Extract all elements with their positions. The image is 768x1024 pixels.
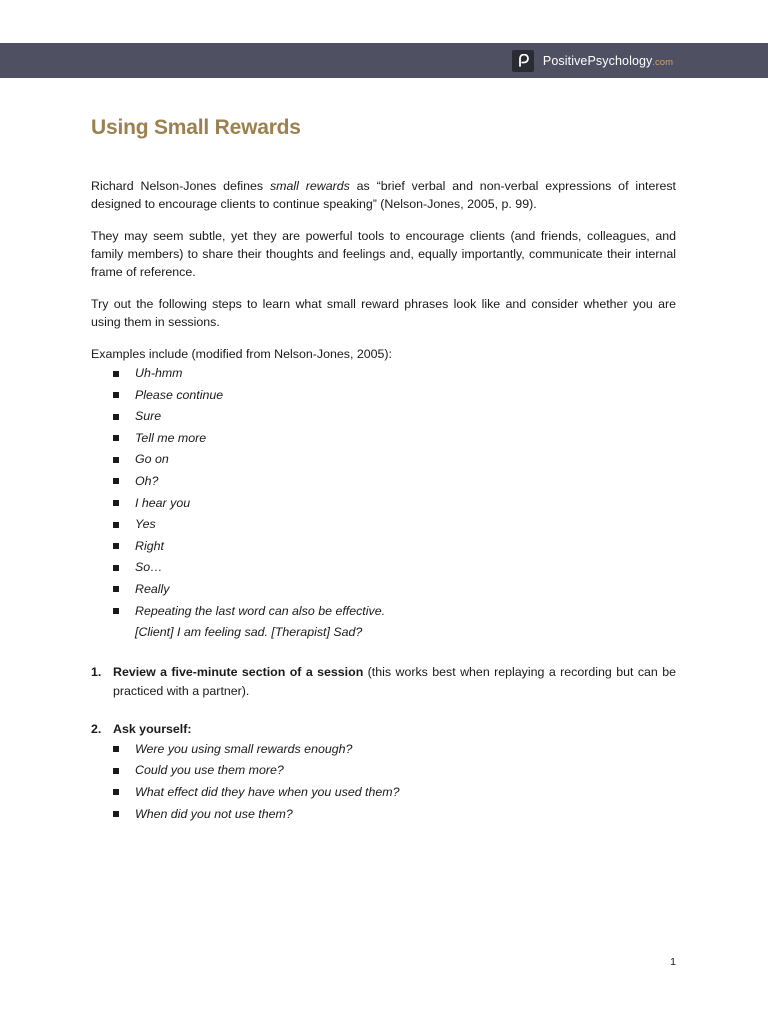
header-bar (0, 43, 768, 78)
intro-paragraph-1: Richard Nelson-Jones defines small rewards as “brief verbal and non-verbal expressions of interest designed to encourage clients to continue speaking” (Nelson-Jones, 2005, p. 99). (91, 179, 676, 211)
step-1: 1. Review a five-minute section of a session (this works best when replaying a recording but can be practiced with a partner). (91, 664, 676, 698)
ask-yourself-list (91, 739, 676, 825)
list-item: Go on (113, 449, 676, 471)
brand[interactable] (512, 50, 673, 72)
step-2: 2. Ask yourself: (91, 721, 192, 736)
examples-list (91, 363, 676, 601)
repeat-item: Repeating the last word can also be effective. [Client] I am feeling sad. [Therapist] Sad? (113, 601, 676, 644)
positive-psychology-logo-icon (512, 50, 534, 72)
list-item: Yes (113, 514, 676, 536)
list-item: When did you not use them? (113, 804, 676, 826)
list-item: Right (113, 536, 676, 558)
list-item: Were you using small rewards enough? (113, 739, 676, 761)
list-item: Please continue (113, 385, 676, 407)
list-item: I hear you (113, 493, 676, 515)
list-item: Sure (113, 406, 676, 428)
list-item: Tell me more (113, 428, 676, 450)
list-item: Uh-hmm (113, 363, 676, 385)
intro-paragraph-2: They may seem subtle, yet they are powerful tools to encourage clients (and friends, colleagues, and family members) to share their thoughts and feelings and, equally importantly, communicate their internal frame of reference. (91, 229, 676, 279)
page-number: 1 (670, 956, 676, 968)
brand-wordmark: PositivePsychology.com (542, 54, 673, 68)
list-item: Oh? (113, 471, 676, 493)
list-item: Could you use them more? (113, 760, 676, 782)
page-title: Using Small Rewards (91, 116, 301, 139)
steps-list (91, 663, 676, 739)
list-item: What effect did they have when you used them? (113, 782, 676, 804)
document-body (91, 116, 676, 825)
intro-paragraph-3: Try out the following steps to learn what small reward phrases look like and consider whether you are using them in sessions. (91, 297, 676, 329)
list-item: Really (113, 579, 676, 601)
repeat-list (91, 601, 676, 644)
examples-intro: Examples include (modified from Nelson-Jones, 2005): (91, 347, 392, 361)
list-item: So… (113, 557, 676, 579)
